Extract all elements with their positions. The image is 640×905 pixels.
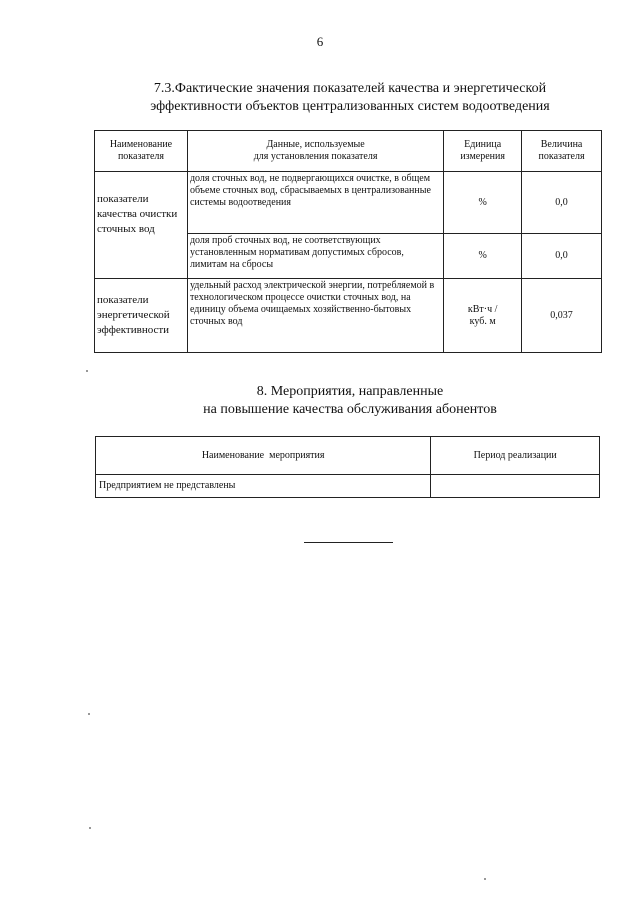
row-value: 0,0 bbox=[522, 234, 602, 279]
section-7-3-heading bbox=[60, 80, 640, 116]
measures-header-row bbox=[96, 437, 600, 475]
row-description: доля проб сточных вод, не соответствующих установленным нормативам допустимых сбросов, лимитам на сбросы bbox=[187, 234, 443, 279]
header-indicator-name: Наименование показателя bbox=[95, 131, 188, 172]
measures-table bbox=[95, 436, 600, 498]
row-description: доля сточных вод, не подвергающихся очистке, в общем объеме сточных вод, сбрасываемых в централизованные системы водоотведения bbox=[187, 172, 443, 234]
row-unit bbox=[444, 279, 522, 353]
table-row bbox=[95, 279, 602, 353]
section-8-heading bbox=[60, 383, 640, 419]
header-value: Величина показателя bbox=[522, 131, 602, 172]
table-row bbox=[95, 172, 602, 234]
row-value: 0,0 bbox=[522, 172, 602, 234]
header-period: Период реализации bbox=[431, 437, 600, 475]
section-8-title-line2: на повышение качества обслуживания абонентов bbox=[203, 402, 497, 417]
row-description: удельный расход электрической энергии, потребляемой в технологическом процессе очистки сточных вод, на единицу объема очищаемых хозяйственно-бытовых сточных вод bbox=[187, 279, 443, 353]
end-rule bbox=[304, 542, 393, 543]
section-7-3-title-line2: эффективности объектов централизованных систем водоотведения bbox=[150, 99, 550, 114]
header-data-used-line1: Данные, используемые bbox=[266, 139, 365, 150]
indicators-header-row bbox=[95, 131, 602, 172]
measure-period bbox=[431, 475, 600, 498]
header-measure-name: Наименование мероприятия bbox=[96, 437, 431, 475]
page-number: 6 bbox=[316, 34, 324, 49]
table-row bbox=[96, 475, 600, 498]
group-name-quality: показатели качества очистки сточных вод bbox=[95, 172, 188, 279]
row-unit: % bbox=[444, 234, 522, 279]
section-7-3-title-line1: 7.3.Фактические значения показателей качества и энергетической bbox=[153, 81, 547, 96]
row-unit-line2: куб. м bbox=[469, 315, 496, 327]
measure-name: Предприятием не представлены bbox=[96, 475, 431, 498]
header-data-used-line2: для установления показателя bbox=[253, 151, 378, 162]
group-name-energy: показатели энергетической эффективности bbox=[95, 279, 188, 353]
scan-speck bbox=[88, 713, 90, 715]
scan-speck bbox=[89, 827, 91, 829]
section-8-title-line1: 8. Мероприятия, направленные bbox=[256, 384, 444, 399]
row-unit: % bbox=[444, 172, 522, 234]
indicators-table bbox=[94, 130, 602, 353]
row-unit-line1: кВт·ч / bbox=[467, 303, 498, 315]
row-value: 0,037 bbox=[522, 279, 602, 353]
scan-speck bbox=[484, 878, 486, 880]
header-data-used bbox=[187, 131, 443, 172]
header-unit: Единица измерения bbox=[444, 131, 522, 172]
scan-speck bbox=[86, 370, 88, 372]
